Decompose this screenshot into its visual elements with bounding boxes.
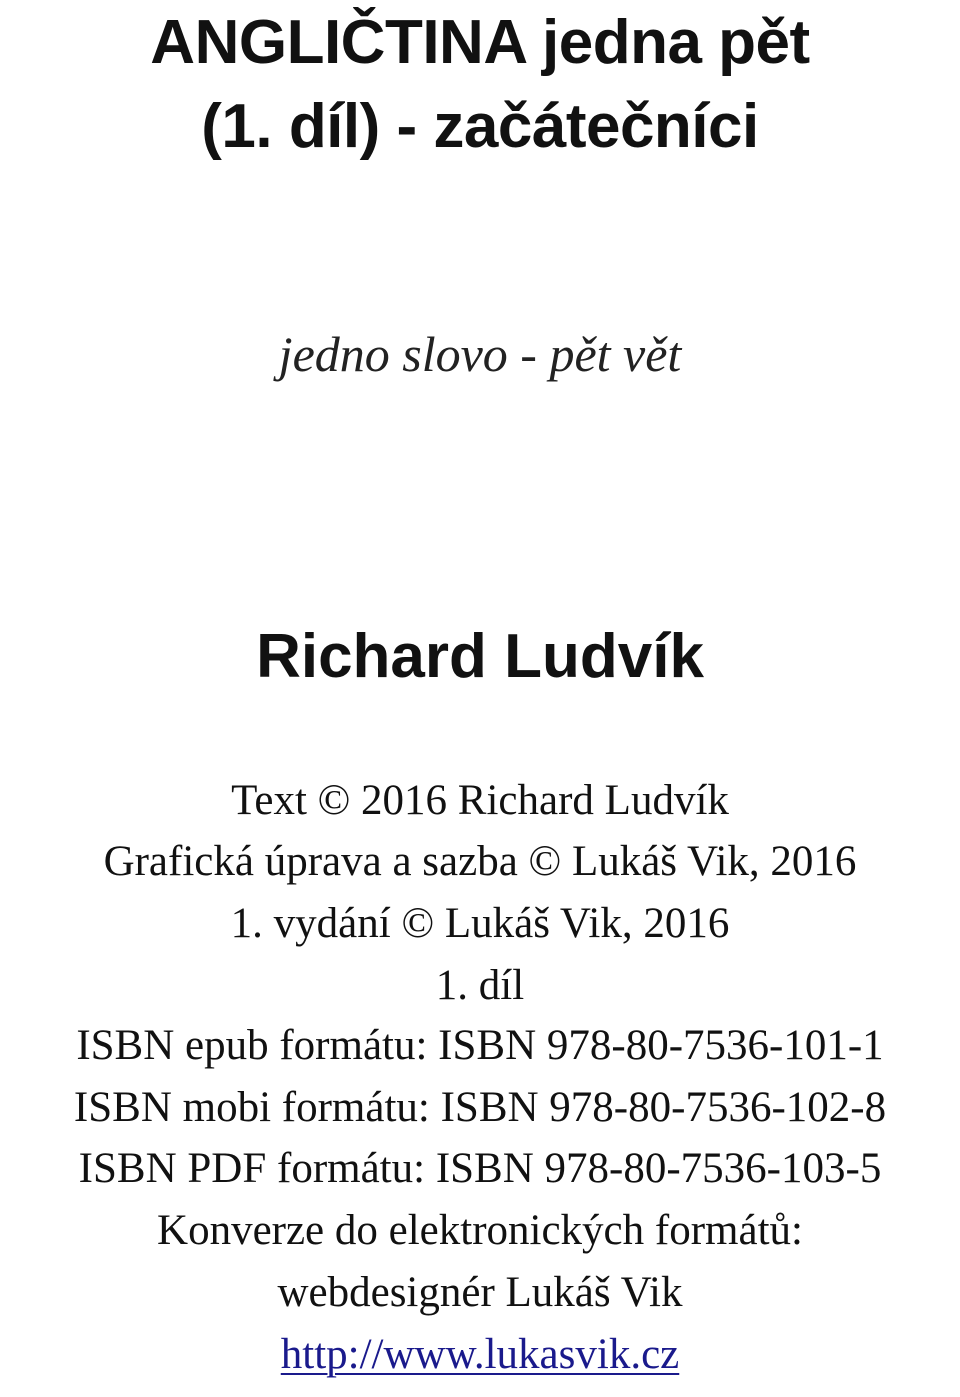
book-title-line-1: ANGLIČTINA jedna pět [150, 8, 810, 77]
website-line [0, 1329, 960, 1381]
part-number: 1. díl [435, 962, 525, 1009]
website-link[interactable]: http://www.lukasvik.cz [280, 1331, 680, 1378]
design-copyright: Grafická úprava a sazba © Lukáš Vik, 2016 [103, 838, 857, 885]
isbn-mobi: ISBN mobi formátu: ISBN 978-80-7536-102-8 [73, 1084, 887, 1131]
book-subtitle: jedno slovo - pět vět [278, 326, 682, 382]
text-copyright: Text © 2016 Richard Ludvík [231, 777, 729, 824]
isbn-pdf: ISBN PDF formátu: ISBN 978-80-7536-103-5 [78, 1145, 882, 1192]
conversion-label: Konverze do elektronických formátů: [157, 1207, 803, 1254]
edition-copyright: 1. vydání © Lukáš Vik, 2016 [230, 900, 730, 947]
author-name: Richard Ludvík [256, 622, 704, 691]
conversion-by: webdesignér Lukáš Vik [277, 1269, 683, 1316]
book-title-line-2: (1. díl) - začátečníci [201, 92, 759, 161]
isbn-epub: ISBN epub formátu: ISBN 978-80-7536-101-1 [76, 1022, 884, 1069]
